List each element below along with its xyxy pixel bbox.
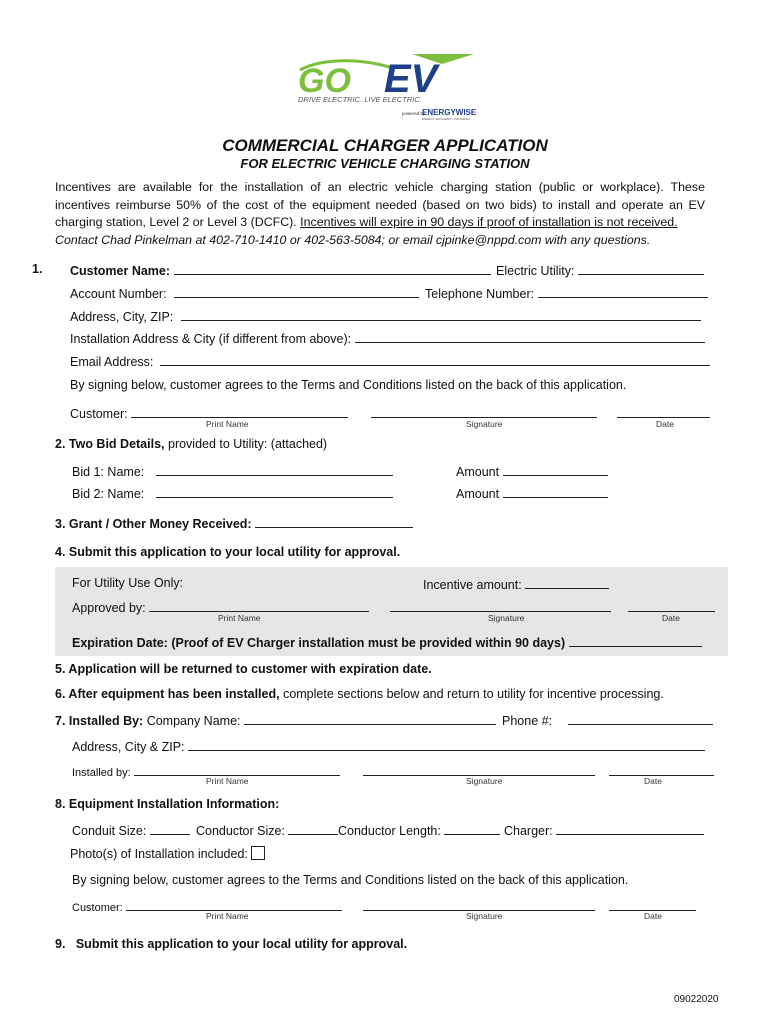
date-caption: Date xyxy=(644,911,662,921)
date-caption: Date xyxy=(662,613,680,623)
customer-signature-field[interactable] xyxy=(371,405,597,418)
date-caption: Date xyxy=(644,776,662,786)
section7-label: 7. Installed By: xyxy=(55,714,144,728)
svg-text:powered by: powered by xyxy=(402,111,426,116)
install-address-label: Installation Address & City (if different from above): xyxy=(70,332,352,346)
bid1-amount-field[interactable] xyxy=(503,463,608,476)
section5-text: 5. Application will be returned to customer with expiration date. xyxy=(55,662,432,676)
bid1-amount-row xyxy=(456,463,608,479)
approved-by-date-field[interactable] xyxy=(628,599,715,612)
photos-included-checkbox[interactable] xyxy=(251,846,265,860)
electric-utility-field[interactable] xyxy=(578,262,704,275)
customer-name-label: Customer Name: xyxy=(70,264,171,278)
goev-logo-graphic xyxy=(292,52,482,124)
section3-row xyxy=(55,515,413,531)
utility-use-label: For Utility Use Only: xyxy=(72,576,184,590)
telephone-row xyxy=(425,285,708,301)
bid2-label: Bid 2: Name: xyxy=(72,487,145,501)
installed-by-print-field[interactable] xyxy=(134,763,340,776)
bid2-amount-row xyxy=(456,485,608,501)
grant-money-field[interactable] xyxy=(255,515,413,528)
conduit-size-label: Conduit Size: xyxy=(72,824,147,838)
conductor-size-row xyxy=(196,822,338,838)
expiration-date-field[interactable] xyxy=(569,634,702,647)
incentive-label: Incentive amount: xyxy=(423,578,522,592)
email-label: Email Address: xyxy=(70,355,154,369)
approved-by-print-field[interactable] xyxy=(149,599,369,612)
signature-caption: Signature xyxy=(466,419,503,429)
print-name-caption: Print Name xyxy=(206,911,249,921)
section6-text xyxy=(55,687,664,701)
email-row xyxy=(70,353,710,369)
section4-text: 4. Submit this application to your local utility for approval. xyxy=(55,545,401,559)
section8-heading: 8. Equipment Installation Information: xyxy=(55,797,280,811)
installer-address-field[interactable] xyxy=(188,738,705,751)
electric-utility-row xyxy=(496,262,704,278)
customer-label: Customer: xyxy=(70,407,128,421)
conduit-size-field[interactable] xyxy=(150,822,190,835)
section7-company-row xyxy=(55,712,496,728)
svg-text:GO: GO xyxy=(298,62,351,100)
phone-label: Phone #: xyxy=(502,714,553,728)
approved-by-label: Approved by: xyxy=(72,601,146,615)
charger-row xyxy=(504,822,704,838)
section2-heading-bold: 2. Two Bid Details, xyxy=(55,437,165,451)
installer-address-label: Address, City & ZIP: xyxy=(72,740,185,754)
bid1-name-field[interactable] xyxy=(156,463,393,476)
conductor-size-field[interactable] xyxy=(288,822,338,835)
signature-caption: Signature xyxy=(466,911,503,921)
section8-terms: By signing below, customer agrees to the Terms and Conditions listed on the back of this application. xyxy=(72,873,629,887)
customer-name-field[interactable] xyxy=(174,262,491,275)
conductor-length-row xyxy=(338,822,500,838)
section6-rest: complete sections below and return to utility for incentive processing. xyxy=(279,687,664,701)
incentive-amount-field[interactable] xyxy=(525,576,609,589)
bid1-row xyxy=(72,463,393,479)
form-subtitle: FOR ELECTRIC VEHICLE CHARGING STATION xyxy=(240,156,530,171)
conduit-size-row xyxy=(72,822,190,838)
bid2-amount-field[interactable] xyxy=(503,485,608,498)
bid1-amount-label: Amount xyxy=(456,465,500,479)
bid2-name-field[interactable] xyxy=(156,485,393,498)
conductor-length-field[interactable] xyxy=(444,822,500,835)
address-label: Address, City, ZIP: xyxy=(70,310,174,324)
customer-date-field[interactable] xyxy=(617,405,710,418)
account-number-field[interactable] xyxy=(174,285,419,298)
photos-label: Photo(s) of Installation included: xyxy=(70,847,248,861)
company-name-field[interactable] xyxy=(244,712,496,725)
intro-contact: Contact Chad Pinkelman at 402-710-1410 or 402-563-5084; or email cjpinke@nppd.com with any questions. xyxy=(55,232,651,247)
svg-text:EV: EV xyxy=(384,57,438,101)
approved-by-signature-field[interactable] xyxy=(390,599,611,612)
print-name-caption: Print Name xyxy=(206,419,249,429)
installer-address-row xyxy=(72,738,705,754)
conductor-length-label: Conductor Length: xyxy=(338,824,441,838)
section9-text: 9. Submit this application to your local utility for approval. xyxy=(55,937,408,951)
goev-logo xyxy=(292,52,482,124)
section8-customer-date-field[interactable] xyxy=(609,898,696,911)
telephone-label: Telephone Number: xyxy=(425,287,535,301)
phone-row xyxy=(502,712,713,728)
signature-caption: Signature xyxy=(466,776,503,786)
section3-label: 3. Grant / Other Money Received: xyxy=(55,517,252,531)
bid1-label: Bid 1: Name: xyxy=(72,465,145,479)
telephone-field[interactable] xyxy=(538,285,708,298)
installed-by-signature-field[interactable] xyxy=(363,763,595,776)
installed-by-label: Installed by: xyxy=(72,767,131,779)
section1-number: 1. xyxy=(32,262,43,276)
electric-utility-label: Electric Utility: xyxy=(496,264,575,278)
form-version-code: 09022020 xyxy=(674,994,719,1005)
account-number-row xyxy=(70,285,419,301)
expiration-label: Expiration Date: (Proof of EV Charger installation must be provided within 90 days) xyxy=(72,636,566,650)
bid2-row xyxy=(72,485,393,501)
print-name-caption: Print Name xyxy=(218,613,261,623)
incentive-row xyxy=(423,576,609,592)
bid2-amount-label: Amount xyxy=(456,487,500,501)
section8-customer-signature-field[interactable] xyxy=(363,898,595,911)
intro-text: Incentives are available for the installation of an electric vehicle charging station (public or workplace). These incentives reimburse 50% of the cost of the equipment needed (based on two bids) to install and operate an EV charging station, Level 2 or Level 3 (DCFC). xyxy=(55,180,705,230)
account-number-label: Account Number: xyxy=(70,287,167,301)
email-field[interactable] xyxy=(160,353,710,366)
install-address-field[interactable] xyxy=(355,330,705,343)
svg-text:DRIVE ELECTRIC. LIVE ELECTRIC.: DRIVE ELECTRIC. LIVE ELECTRIC. xyxy=(298,95,422,104)
svg-text:ENERGYWISE: ENERGYWISE xyxy=(422,108,477,117)
expiration-row xyxy=(72,634,702,650)
section8-customer-label: Customer: xyxy=(72,902,123,914)
date-caption: Date xyxy=(656,419,674,429)
charger-label: Charger: xyxy=(504,824,553,838)
conductor-size-label: Conductor Size: xyxy=(196,824,285,838)
form-title: COMMERCIAL CHARGER APPLICATION xyxy=(222,136,548,155)
terms-statement: By signing below, customer agrees to the Terms and Conditions listed on the back of this application. xyxy=(70,378,627,392)
phone-field[interactable] xyxy=(568,712,713,725)
install-address-row xyxy=(70,330,705,346)
section2-heading xyxy=(55,437,327,451)
charger-field[interactable] xyxy=(556,822,704,835)
signature-caption: Signature xyxy=(488,613,525,623)
customer-name-row xyxy=(70,262,491,278)
intro-paragraph xyxy=(55,179,705,249)
address-row xyxy=(70,308,701,324)
section8-customer-print-field[interactable] xyxy=(126,898,342,911)
address-field[interactable] xyxy=(181,308,701,321)
installed-by-date-field[interactable] xyxy=(609,763,714,776)
svg-text:ENERGY EFFICIENCY PROGRAM: ENERGY EFFICIENCY PROGRAM xyxy=(422,117,470,121)
print-name-caption: Print Name xyxy=(206,776,249,786)
customer-print-name-field[interactable] xyxy=(131,405,348,418)
company-name-label: Company Name: xyxy=(143,714,241,728)
section2-heading-rest: provided to Utility: (attached) xyxy=(164,437,328,451)
intro-expiry-notice: Incentives will expire in 90 days if proof of installation is not received. xyxy=(300,215,678,230)
section6-bold: 6. After equipment has been installed, xyxy=(55,687,280,701)
